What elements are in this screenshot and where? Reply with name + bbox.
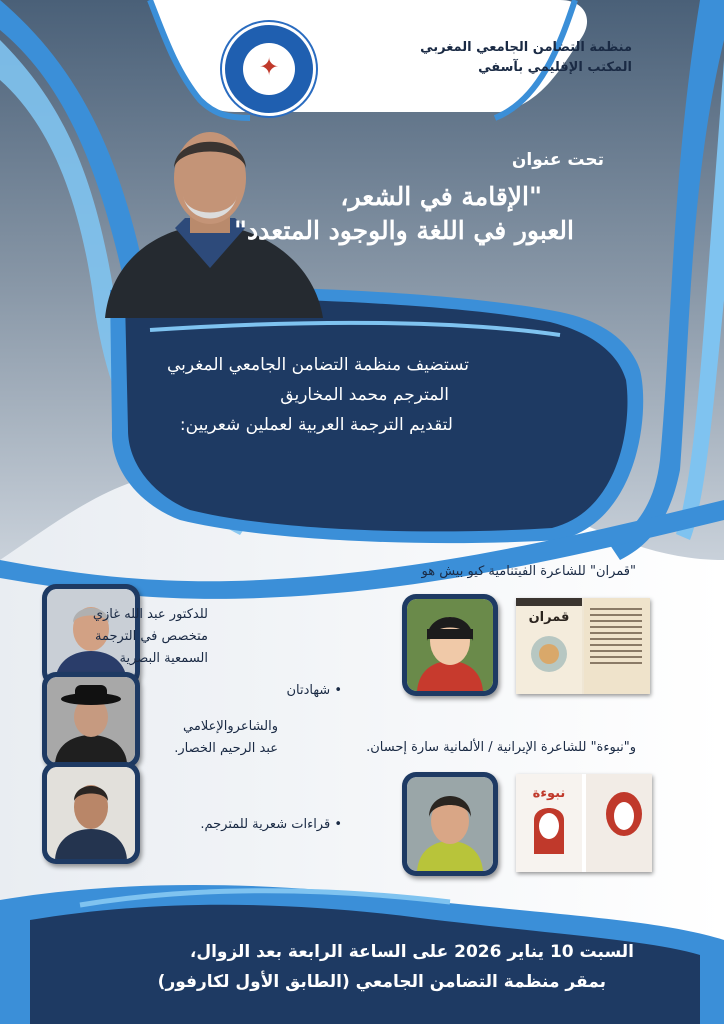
work2-caption: و"نبوءة" للشاعرة الإيرانية / الألمانية سارة إحسان. [366,740,636,755]
intro-text [167,350,469,440]
speaker1-bio [93,604,208,670]
speaker1-name: للدكتور عبد الله غازي [92,607,208,622]
poet1-photo [407,599,493,691]
work1-caption: "قمران" للشاعرة الفيتنامية كيو بيش هو [421,564,636,579]
book-qamaran-title: قمران [528,610,570,625]
book-qamaran-cover [516,598,650,694]
book-nubuwwa-cover [516,774,652,872]
event-title-line1: "الإقامة في الشعر، [340,182,542,211]
org-logo [222,22,316,116]
intro-line1: تستضيف منظمة التضامن الجامعي المغربي [167,355,469,375]
translator-small-photo [47,767,135,859]
speaker2-bio [174,716,278,760]
speaker2-photo-frame [42,672,140,768]
book-nubuwwa-title: نبوءة [532,786,566,801]
torch-icon: ✦ [258,53,280,81]
org-name-line1: منظمة التضامن الجامعي المغربي [420,40,632,55]
intro-line3: لتقديم الترجمة العربية لعملين شعريين: [179,415,453,435]
poet1-photo-frame [402,594,498,696]
speaker2-photo [47,677,135,763]
org-name [420,38,632,78]
speaker1-title: متخصص في الترجمة [95,629,208,644]
speaker1-field: السمعية البصرية [119,651,208,666]
intro-line2: المترجم محمد المخاريق [280,385,449,405]
event-date-time: السبت 10 يناير 2026 على الساعة الرابعة بعد الزوال، [189,942,634,962]
org-emblem-icon [243,43,295,95]
org-office-line: المكتب الإقليمي بآسفي [478,60,632,75]
speaker2-name: عبد الرحيم الخصار. [174,741,278,756]
event-title-line2: العبور في اللغة والوجود المتعدد" [233,216,574,245]
speaker2-role: والشاعروالإعلامي [183,719,278,734]
event-title [234,180,574,248]
readings-label: • قراءات شعرية للمترجم. [200,817,342,832]
under-title-label: تحت عنوان [511,150,604,170]
testimonies-label: • شهادتان [286,683,342,698]
event-venue: بمقر منظمة التضامن الجامعي (الطابق الأول لكارفور) [157,972,606,992]
translator-photo-frame [42,762,140,864]
poet2-photo [407,777,493,871]
poet2-photo-frame [402,772,498,876]
